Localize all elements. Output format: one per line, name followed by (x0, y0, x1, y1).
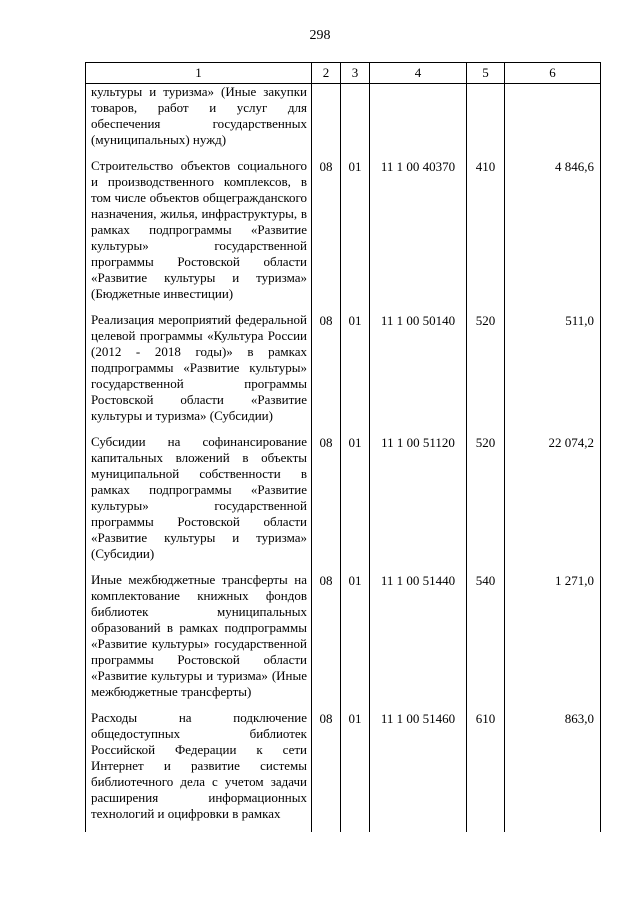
row-subsection: 01 (341, 312, 370, 434)
row-section: 08 (312, 312, 341, 434)
row-subsection: 01 (341, 434, 370, 572)
row-expense-type: 610 (467, 710, 505, 832)
table-row (86, 312, 601, 434)
row-expense-type: 520 (467, 434, 505, 572)
row-target-code: 11 1 00 51460 (370, 710, 467, 832)
row-description: Реализация мероприятий федеральной целевой программы «Культура России (2012 - 2018 годы)» в рамках подпрограммы «Развитие культуры» государственной программы Ростовской области «Развитие культуры и туризма» (Субсидии) (86, 312, 312, 434)
budget-table (85, 62, 601, 832)
column-header: 3 (341, 63, 370, 84)
column-header: 6 (505, 63, 601, 84)
column-header: 2 (312, 63, 341, 84)
row-target-code: 11 1 00 50140 (370, 312, 467, 434)
row-subsection: 01 (341, 158, 370, 312)
row-description: Иные межбюджетные трансферты на комплектование книжных фондов библиотек муниципальных образований в рамках подпрограммы «Развитие культуры» государственной программы Ростовской области «Развитие культуры и туризма» (Иные межбюджетные трансферты) (86, 572, 312, 710)
page-number: 298 (309, 28, 331, 43)
row-expense-type: 520 (467, 312, 505, 434)
row-description: культуры и туризма» (Иные закупки товаров, работ и услуг для обеспечения государственных (муниципальных) нужд) (86, 84, 312, 159)
row-expense-type: 540 (467, 572, 505, 710)
row-description: Субсидии на софинансирование капитальных вложений в объекты муниципальной собственности в рамках подпрограммы «Развитие культуры» государственной программы Ростовской области «Развитие культуры и туризма» (Субсидии) (86, 434, 312, 572)
row-target-code (370, 84, 467, 159)
row-target-code: 11 1 00 40370 (370, 158, 467, 312)
row-amount (505, 84, 601, 159)
table-row (86, 710, 601, 832)
row-description: Расходы на подключение общедоступных библиотек Российской Федерации к сети Интернет и развитие системы библиотечного дела с учетом задачи расширения информационных технологий и оцифровки в рамках (86, 710, 312, 832)
column-header: 1 (86, 63, 312, 84)
row-section: 08 (312, 434, 341, 572)
row-amount: 863,0 (505, 710, 601, 832)
row-subsection: 01 (341, 710, 370, 832)
row-section: 08 (312, 572, 341, 710)
row-description: Строительство объектов социального и производственного комплексов, в том числе объектов общегражданского назначения, жилья, инфраструктуры, в рамках подпрограммы «Развитие культуры» государственной программы Ростовской области «Развитие культуры и туризма» (Бюджетные инвестиции) (86, 158, 312, 312)
table-header-row (86, 63, 601, 84)
row-section: 08 (312, 158, 341, 312)
row-expense-type: 410 (467, 158, 505, 312)
row-target-code: 11 1 00 51120 (370, 434, 467, 572)
row-subsection: 01 (341, 572, 370, 710)
row-amount: 22 074,2 (505, 434, 601, 572)
row-expense-type (467, 84, 505, 159)
table-row (86, 434, 601, 572)
column-header: 4 (370, 63, 467, 84)
column-header: 5 (467, 63, 505, 84)
row-amount: 511,0 (505, 312, 601, 434)
table-row (86, 84, 601, 159)
row-subsection (341, 84, 370, 159)
row-target-code: 11 1 00 51440 (370, 572, 467, 710)
row-amount: 1 271,0 (505, 572, 601, 710)
row-section (312, 84, 341, 159)
row-amount: 4 846,6 (505, 158, 601, 312)
table-row (86, 158, 601, 312)
table-row (86, 572, 601, 710)
row-section: 08 (312, 710, 341, 832)
